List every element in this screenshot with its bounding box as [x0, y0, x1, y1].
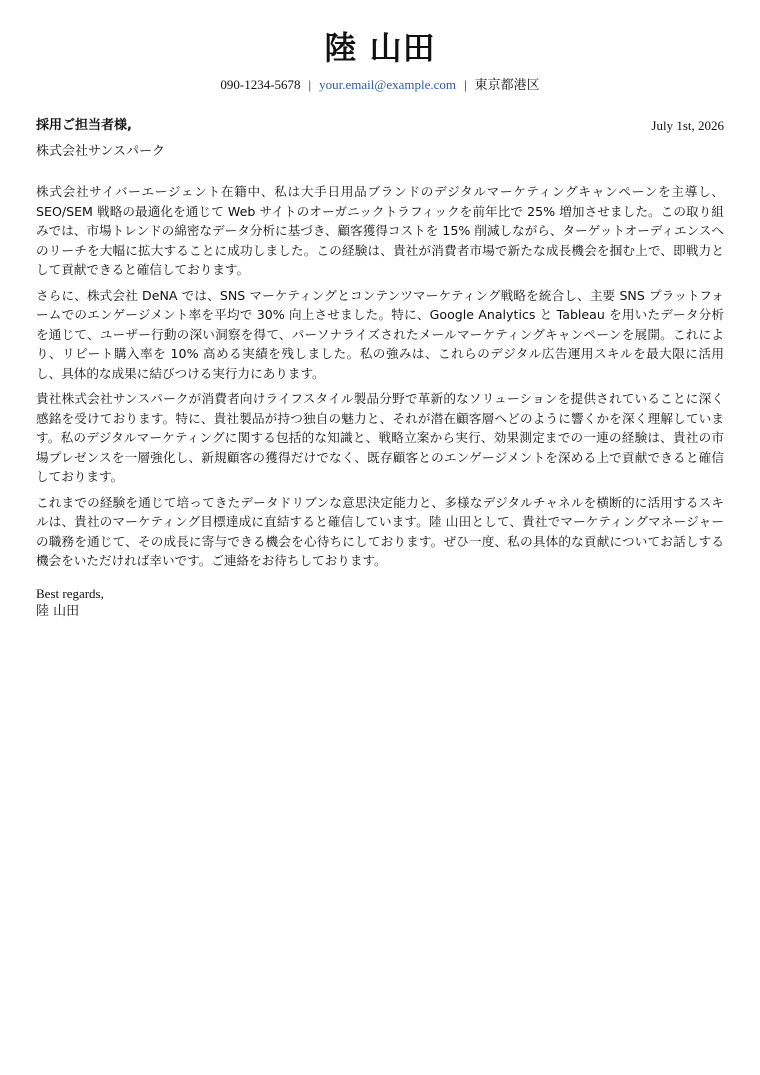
body-paragraph: これまでの経験を通じて培ってきたデータドリブンな意思決定能力と、多様なデジタルチャネルを横断的に活用するスキルは、貴社のマーケティング目標達成に直結すると確信しています。陸 山田として、貴社でマーケティングマネージャーの職務を通じて、その成長に寄与できる機会を心待ちにしております。ぜひ一度、私の具体的な貢献についてお話しする機会をいただければ幸いです。ご連絡をお待ちしております。 — [36, 494, 724, 568]
body-paragraph: 貴社株式会社サンスパークが消費者向けライフスタイル製品分野で革新的なソリューションを提供されていることに深く感銘を受けております。特に、貴社製品が持つ独自の魅力と、それが潜在顧客層へどのように響くかを深く理解しています。私のデジタルマーケティングに関する包括的な知識と、戦略立案から実行、効果測定までの一連の経験は、貴社の市場プレゼンスを一層強化し、新規顧客の獲得だけでなく、既存顧客とのエンゲージメントを深める上で貢献できると確信しております。 — [36, 391, 724, 484]
closing: Best regards, — [36, 586, 104, 601]
contact-line — [0, 76, 760, 95]
location: 東京都港区 — [474, 78, 540, 93]
contact-separator: | — [464, 77, 467, 92]
salutation: 採用ご担当者様, — [36, 118, 132, 133]
signature: 陸 山田 — [36, 604, 80, 619]
body-paragraph: 株式会社サイバーエージェント在籍中、私は大手日用品ブランドのデジタルマーケティングキャンペーンを主導し、SEO/SEM 戦略の最適化を通じて Web サイトのオーガニックトラフィックを前年比で 25% 増加させました。この取り組みでは、市場トレンドの綿密なデータ分析に基づき、顧客獲得コストを 15% 削減しながら、ターゲットオーディエンスへのリーチを大幅に拡大することに成功しました。この経験は、貴社が消費者市場で新たな成長機会を掴む上で、即戦力として貢献できると確信しております。 — [36, 184, 724, 277]
phone-number: 090-1234-5678 — [220, 77, 301, 92]
letter-body — [36, 182, 724, 577]
applicant-name: 陸 山田 — [324, 29, 436, 67]
body-paragraph: さらに、株式会社 DeNA では、SNS マーケティングとコンテンツマーケティング戦略を統合し、主要 SNS プラットフォームでのエンゲージメント率を平均で 30% 向上させました。特に、Google Analytics と Tableau を用いたデータ分析を通じて、ユーザー行動の深い洞察を得て、パーソナライズされたメールマーケティングキャンペーンを展開。これにより、リピート購入率を 10% 高める実績を残しました。私の強みは、これらのデジタル広告運用スキルを最大限に活用し、具体的な成果に結びつける実行力にあります。 — [36, 287, 724, 381]
contact-separator: | — [308, 77, 312, 92]
letter-date: July 1st, 2026 — [651, 118, 724, 133]
email-link[interactable]: your.email@example.com — [319, 77, 457, 92]
recipient-company: 株式会社サンスパーク — [36, 144, 165, 159]
